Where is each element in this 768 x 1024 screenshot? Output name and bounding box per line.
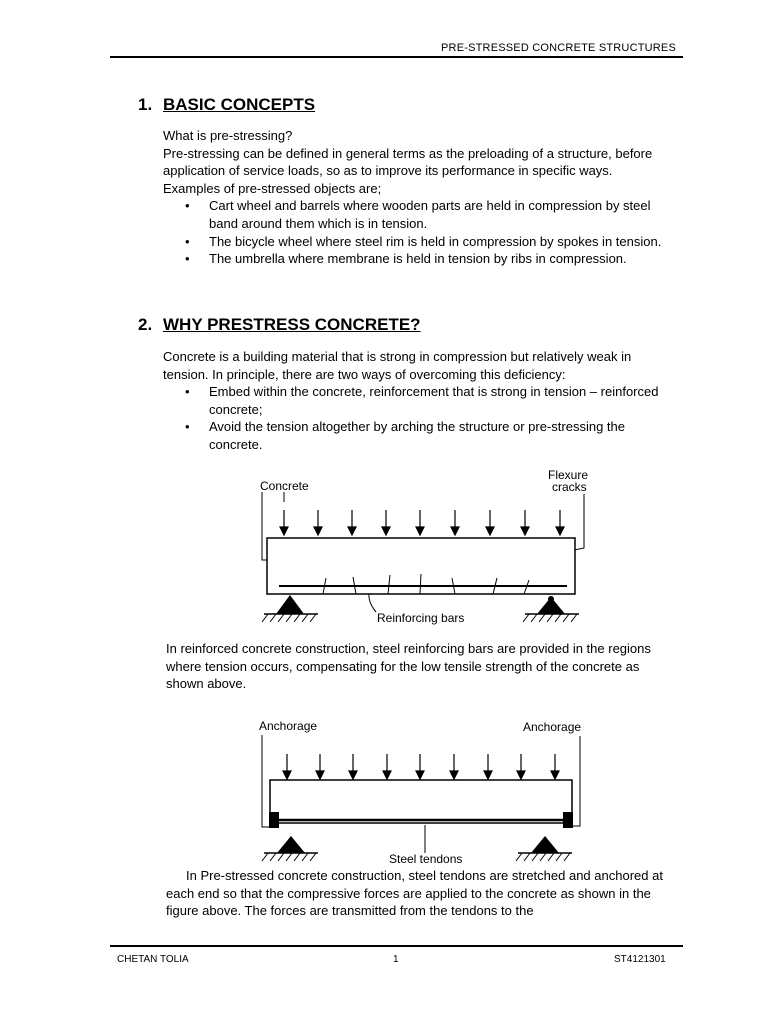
label-reinforcing-bars: Reinforcing bars — [377, 611, 465, 625]
anchorage-block-right — [563, 812, 573, 828]
label-cracks: cracks — [552, 480, 587, 494]
support-left — [262, 595, 318, 622]
footer-author: CHETAN TOLIA — [117, 954, 189, 965]
running-header: PRE-STRESSED CONCRETE STRUCTURES — [441, 42, 676, 54]
label-concrete: Concrete — [260, 479, 309, 493]
footer-rule — [110, 945, 683, 947]
support-left-2 — [262, 836, 318, 861]
list-item: • Cart wheel and barrels where wooden parts are held in compression by steel band around them which is in tension. — [163, 197, 668, 232]
section-2-number: 2. — [138, 315, 153, 334]
label-steel-tendons: Steel tendons — [389, 852, 463, 866]
footer-code: ST4121301 — [614, 954, 666, 965]
leader-anchorage-left — [262, 735, 270, 827]
support-right — [523, 596, 579, 622]
support-right-2 — [516, 836, 572, 861]
list-item: • Avoid the tension altogether by arching the structure or pre-stressing the concrete. — [163, 418, 678, 453]
label-anchorage-right: Anchorage — [523, 720, 582, 734]
load-arrows — [280, 510, 564, 535]
question-text: What is pre-stressing? — [163, 128, 293, 143]
definition-text: Pre-stressing can be defined in general terms as the preloading of a structure, before application of service loads, so as to improve its performance in specific ways. — [163, 145, 653, 179]
label-anchorage-left: Anchorage — [259, 719, 318, 733]
prestress-load-arrows — [283, 754, 559, 779]
examples-intro: Examples of pre-stressed objects are; — [163, 180, 382, 196]
list-item: • The bicycle wheel where steel rim is held in compression by spokes in tension. — [163, 233, 668, 251]
beam-prestressed — [270, 780, 572, 823]
anchorage-block-left — [269, 812, 279, 828]
section-1-number: 1. — [138, 95, 153, 114]
list-item: • The umbrella where membrane is held in tension by ribs in compression. — [163, 250, 668, 268]
list-item: • Embed within the concrete, reinforcement that is strong in tension – reinforced concrete; — [163, 383, 678, 418]
section-2-intro: Concrete is a building material that is strong in compression but relatively weak in tension. In principle, there are two ways of overcoming this deficiency: — [163, 349, 632, 382]
section-2-title: WHY PRESTRESS CONCRETE? — [163, 315, 421, 334]
leader-anchorage-right — [572, 736, 580, 826]
label-flexure: Flexure — [548, 468, 589, 482]
footer-page-number: 1 — [393, 954, 399, 965]
figure-1-caption: In reinforced concrete construction, steel reinforcing bars are provided in the regions where tension occurs, compensating for the low tensile strength of the concrete as shown above. — [166, 641, 651, 692]
figure-2-caption: In Pre-stressed concrete construction, steel tendons are stretched and anchored at each end so that the compressive forces are applied to the concrete as shown in the figure above. The forces are transmitted from the tendons to the — [166, 868, 663, 919]
section-1-title: BASIC CONCEPTS — [163, 95, 316, 114]
